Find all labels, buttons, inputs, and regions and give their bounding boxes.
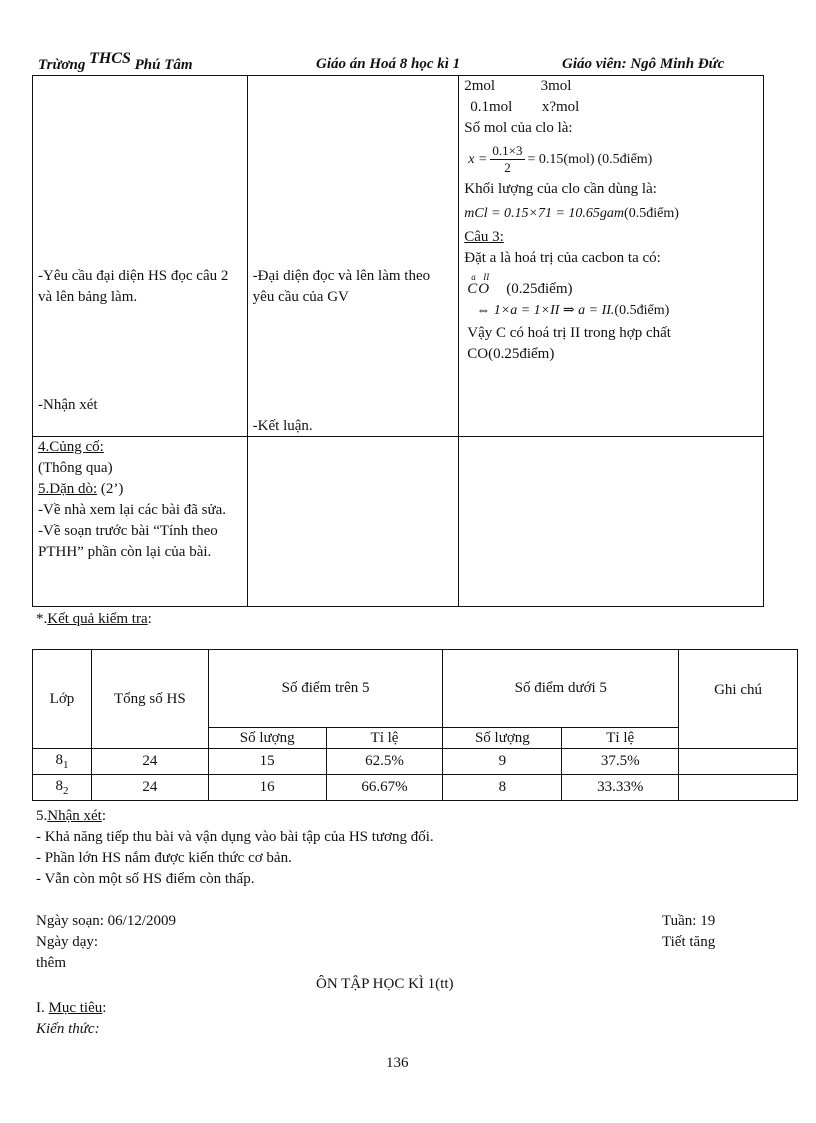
equiv-eq: ⇔ 1×a = 1×II ⇒ a = II. (476, 303, 615, 318)
objectives-heading (36, 998, 106, 1019)
class-sub: 1 (62, 759, 69, 771)
fraction-numerator: 0.1×3 (492, 142, 523, 158)
teacher-activity-cell (33, 76, 248, 437)
below-ratio-cell: 33.33% (562, 775, 679, 801)
test-results-table (32, 649, 798, 801)
content-cell (459, 76, 764, 437)
subheader-above-count: Số lượng (208, 728, 326, 749)
teach-date: Ngày dạy: (36, 934, 99, 950)
header-below: Số điểm dưới 5 (443, 650, 679, 728)
x-fraction (490, 143, 524, 176)
student-activity-cell (247, 76, 459, 437)
co-formula: CO (467, 281, 491, 297)
mol-given-line (464, 97, 758, 118)
knowledge-heading: Kiến thức: (36, 1021, 100, 1037)
header-note: Ghi chú (679, 650, 798, 749)
note-cell (679, 775, 798, 801)
homework-title: 5.Dặn dò: (38, 481, 98, 497)
mol-ratio-b: 3mol (540, 78, 572, 94)
chlorine-mol-label: Số mol của clo là: (464, 120, 573, 136)
class-main: 8 (55, 778, 63, 794)
school-type: THCS (89, 50, 131, 67)
co-valence-line (464, 269, 758, 299)
teacher-name: Giáo viên: Ngô Minh Đức (562, 56, 725, 72)
wrapup-empty-cell (247, 437, 459, 607)
class-sub: 2 (62, 785, 69, 797)
wrapup-empty-cell (459, 437, 764, 607)
total-cell: 24 (91, 775, 208, 801)
objectives-suffix: : (102, 1000, 107, 1016)
note-cell (679, 749, 798, 775)
results-prefix: *. (36, 611, 48, 627)
equiv-points: (0.5điểm) (614, 303, 670, 318)
objectives-prefix: I. (36, 1000, 49, 1016)
mol-given-b: x?mol (541, 99, 580, 115)
results-header-row (33, 650, 798, 728)
consolidation-note: (Thông qua) (38, 460, 113, 476)
x-eq-rhs: = 0.15(mol) (527, 151, 595, 167)
student-task: -Đại diện đọc và lên làm theo yêu cầu của GV (252, 268, 431, 305)
lesson-activity-table (32, 75, 764, 607)
header-total: Tổng số HS (91, 650, 208, 749)
review-title (36, 806, 106, 827)
above-ratio-cell: 66.67% (326, 775, 443, 801)
table-row (33, 775, 798, 801)
co-sup-a: a (471, 272, 476, 282)
lesson-title: ÔN TẬP HỌC KÌ 1(tt) (316, 976, 454, 992)
results-label (36, 609, 152, 630)
week-number: Tuần: 19 (662, 913, 716, 929)
wrapup-cell (33, 437, 248, 607)
x-equation (464, 139, 758, 179)
below-ratio-cell: 37.5% (562, 749, 679, 775)
objectives-title: Mục tiêu (48, 1000, 103, 1016)
valence-conclusion: Vậy C có hoá trị II trong hợp chất CO(0.25điểm) (467, 325, 671, 362)
review-item-3: - Vẫn còn một số HS điểm còn thấp. (36, 871, 255, 887)
homework-time: (2’) (97, 481, 124, 497)
class-cell (33, 749, 92, 775)
x-eq-lhs: x = (468, 151, 488, 167)
page-number: 136 (386, 1055, 409, 1071)
mass-points: (0.5điểm) (624, 206, 679, 221)
homework-heading (38, 479, 242, 500)
question-3-label: Câu 3: (464, 229, 504, 245)
co-sup-b: II (483, 272, 490, 282)
class-main: 8 (55, 752, 63, 768)
teacher-task: -Yêu cầu đại diện HS đọc câu 2 và lên bảng làm. (38, 268, 229, 305)
mol-ratio-a: 2mol (464, 78, 496, 94)
prep-date: Ngày soạn: 06/12/2009 (36, 913, 176, 929)
lesson-row-exercise (33, 76, 764, 437)
review-suffix: : (101, 808, 106, 824)
homework-item-2: -Về soạn trước bài “Tính theo PTHH” phần còn lại của bài. (38, 523, 218, 560)
fraction-denominator: 2 (504, 159, 511, 175)
results-title: Kết quả kiểm tra (47, 611, 148, 627)
school-name: Phú Tâm (134, 57, 193, 73)
mass-eq: mCl = 0.15×71 = 10.65gam (464, 206, 625, 221)
consolidation-title: 4.Củng cố: (38, 439, 104, 455)
subheader-above-ratio: Tỉ lệ (326, 728, 443, 749)
class-cell (33, 775, 92, 801)
lesson-row-wrapup (33, 437, 764, 607)
homework-item-1: -Về nhà xem lại các bài đã sửa. (38, 502, 227, 518)
question-3-intro: Đặt a là hoá trị của cacbon ta có: (464, 250, 661, 266)
above-count-cell: 16 (208, 775, 326, 801)
header-class: Lớp (33, 650, 92, 749)
review-prefix: 5. (36, 808, 48, 824)
header-above: Số điểm trên 5 (208, 650, 443, 728)
equivalence-line (464, 299, 758, 323)
extra-word: thêm (36, 955, 66, 971)
header-school (38, 50, 193, 74)
teacher-comment: -Nhận xét (38, 397, 98, 413)
above-count-cell: 15 (208, 749, 326, 775)
plan-title: Giáo án Hoá 8 học kì 1 (316, 56, 461, 72)
period-label: Tiết tăng (662, 934, 716, 950)
mass-equation (464, 200, 758, 227)
results-suffix: : (147, 611, 152, 627)
below-count-cell: 9 (443, 749, 562, 775)
review-title-text: Nhận xét (47, 808, 102, 824)
table-row (33, 749, 798, 775)
mol-ratio-line (464, 76, 758, 97)
total-cell: 24 (91, 749, 208, 775)
mass-label: Khối lượng của clo cần dùng là: (464, 181, 657, 197)
subheader-below-count: Số lượng (443, 728, 562, 749)
x-points: (0.5điểm) (597, 151, 653, 167)
below-count-cell: 8 (443, 775, 562, 801)
above-ratio-cell: 62.5% (326, 749, 443, 775)
school-prefix: Trừơng (38, 57, 86, 73)
subheader-below-ratio: Tỉ lệ (562, 728, 679, 749)
co-points: (0.25điểm) (506, 281, 573, 297)
student-conclusion: -Kết luận. (252, 418, 313, 434)
review-item-1: - Khả năng tiếp thu bài và vận dụng vào bài tập của HS tương đối. (36, 829, 434, 845)
mol-given-a: 0.1mol (470, 99, 513, 115)
review-item-2: - Phần lớn HS nắm được kiến thức cơ bản. (36, 850, 292, 866)
